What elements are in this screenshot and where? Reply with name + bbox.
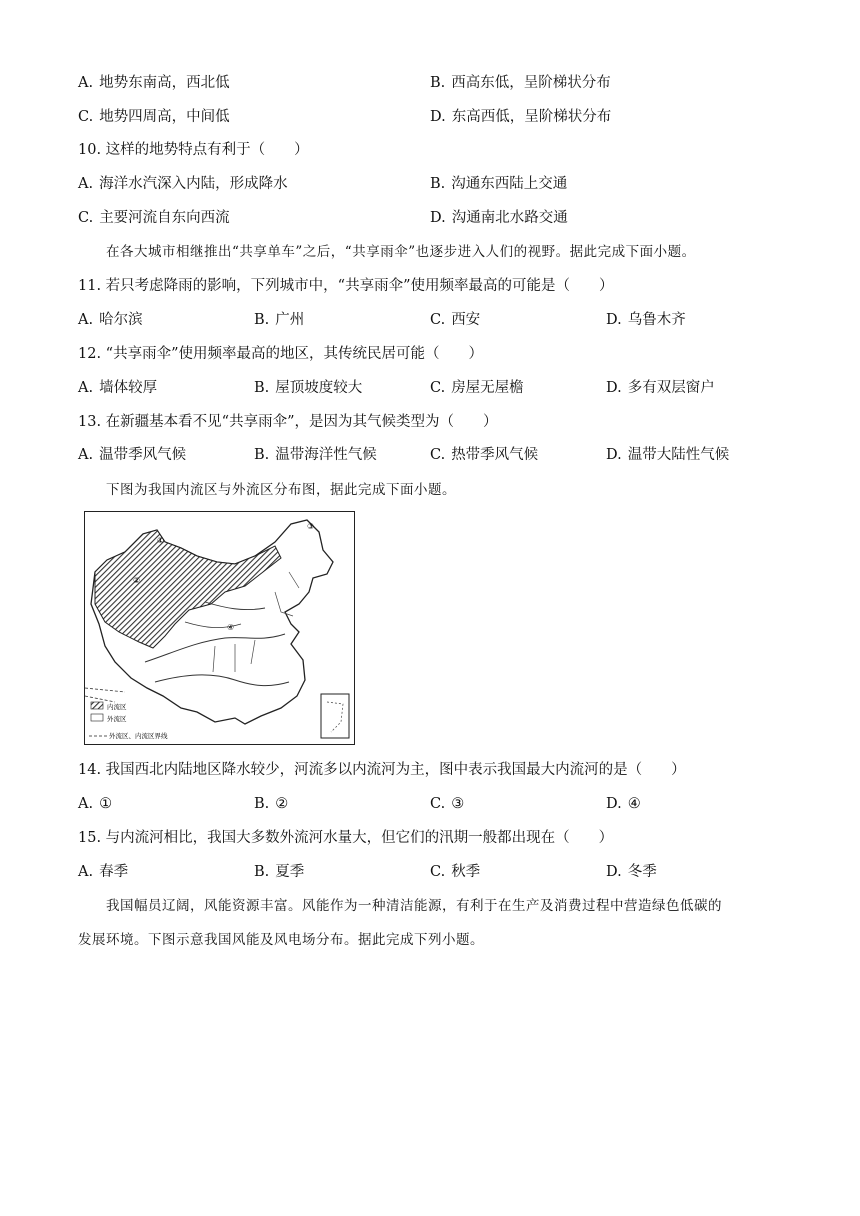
q13-option-a: A. 温带季风气候 [78, 447, 187, 463]
q10-option-c: C. 主要河流自东向西流 [78, 210, 230, 226]
q11-option-c: C. 西安 [430, 312, 481, 328]
q13-option-c: C. 热带季风气候 [430, 447, 539, 463]
intro-wind-line2: 发展环境。下图示意我国风能及风电场分布。据此完成下列小题。 [78, 932, 484, 948]
legend-inland-swatch [91, 702, 103, 709]
marker-4: ④ [227, 623, 235, 632]
q15-option-b: B. 夏季 [254, 864, 305, 880]
legend-outflow-swatch [91, 714, 103, 721]
drainage-map [84, 511, 355, 745]
marker-1: ① [157, 536, 165, 545]
q14-stem: 14. 我国西北内陆地区降水较少，河流多以内流河为主，图中表示我国最大内流河的是（ ） [78, 762, 686, 778]
q9-option-d: D. 东高西低，呈阶梯状分布 [430, 109, 612, 125]
q13-stem: 13. 在新疆基本看不见“共享雨伞”，是因为其气候类型为（ ） [78, 414, 498, 430]
q12-option-b: B. 屋顶坡度较大 [254, 380, 363, 396]
q14-option-c: C. ③ [430, 796, 465, 812]
q9-option-c: C. 地势四周高，中间低 [78, 109, 230, 125]
q10-option-b: B. 沟通东西陆上交通 [430, 176, 568, 192]
q15-option-d: D. 冬季 [606, 864, 657, 880]
q12-option-c: C. 房屋无屋檐 [430, 380, 524, 396]
q10-option-d: D. 沟通南北水路交通 [430, 210, 568, 226]
q11-option-a: A. 哈尔滨 [78, 312, 143, 328]
q12-option-a: A. 墙体较厚 [78, 380, 158, 396]
q15-option-c: C. 秋季 [430, 864, 481, 880]
marker-2: ② [133, 576, 141, 585]
q11-option-b: B. 广州 [254, 312, 305, 328]
intro-wind-line1: 我国幅员辽阔，风能资源丰富。风能作为一种清洁能源，有利于在生产及消费过程中营造绿色低碳的 [106, 898, 722, 914]
south-sea-inset [321, 694, 349, 738]
q12-stem: 12. “共享雨伞”使用频率最高的地区，其传统民居可能（ ） [78, 346, 483, 362]
q14-option-d: D. ④ [606, 796, 641, 812]
q12-option-d: D. 多有双层窗户 [606, 380, 715, 396]
intro-rivers: 下图为我国内流区与外流区分布图，据此完成下面小题。 [106, 482, 456, 498]
q15-stem: 15. 与内流河相比，我国大多数外流河水量大，但它们的汛期一般都出现在（ ） [78, 830, 614, 846]
q10-option-a: A. 海洋水汽深入内陆，形成降水 [78, 176, 288, 192]
q14-option-a: A. ① [78, 796, 113, 812]
q14-option-b: B. ② [254, 796, 289, 812]
legend-outflow-label: 外流区 [107, 715, 127, 723]
q11-stem: 11. 若只考虑降雨的影响，下列城市中，“共享雨伞”使用频率最高的可能是（ ） [78, 278, 614, 294]
q9-option-b: B. 西高东低，呈阶梯状分布 [430, 75, 611, 91]
q13-option-d: D. 温带大陆性气候 [606, 447, 730, 463]
legend-boundary-label: 外流区、内流区界线 [109, 732, 168, 740]
intro-umbrella: 在各大城市相继推出“共享单车”之后，“共享雨伞”也逐步进入人们的视野。据此完成下面小题。 [106, 244, 696, 260]
legend-inland-label: 内流区 [107, 703, 127, 711]
q11-option-d: D. 乌鲁木齐 [606, 312, 686, 328]
marker-3: ③ [307, 522, 315, 531]
q13-option-b: B. 温带海洋性气候 [254, 447, 377, 463]
q15-option-a: A. 春季 [78, 864, 129, 880]
q10-stem: 10. 这样的地势特点有利于（ ） [78, 142, 309, 158]
q9-option-a: A. 地势东南高，西北低 [78, 75, 230, 91]
